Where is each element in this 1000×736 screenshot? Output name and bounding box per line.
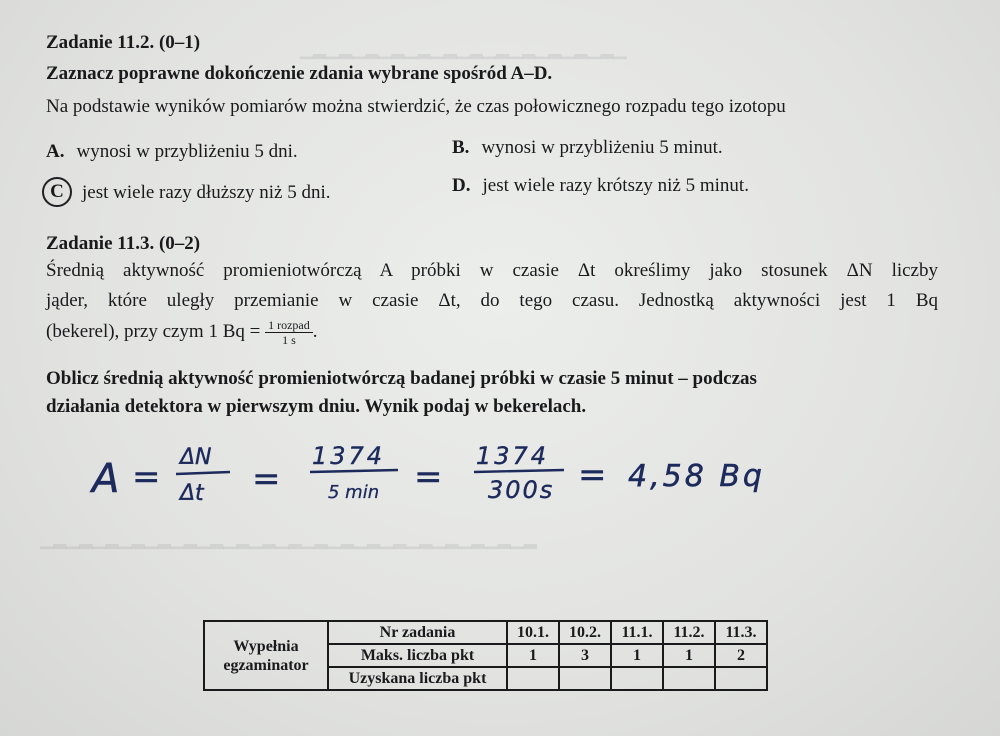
hw-f3-den: 300s [488,476,555,504]
task-11-2-instruction: Zaznacz poprawne dokończenie zdania wybrane spośród A–D. [46,63,553,84]
examiner-label-line-2: egzaminator [223,656,309,674]
task-number-cell: 11.1. [611,621,663,644]
examiner-label-line-1: Wypełnia [233,637,299,655]
row-header-obtained-points: Uzyskana liczba pkt [328,667,507,690]
option-a-letter: A. [46,141,65,162]
task-11-3-line-1: Średnią aktywność promieniotwórczą A próbki w czasie Δt określimy jako stosunek ΔN liczby [46,260,938,281]
task-11-3-title: Zadanie 11.3. (0–2) [46,233,201,254]
option-c-text: jest wiele razy dłuższy niż 5 dni. [82,182,331,203]
line-3-suffix: . [312,320,318,342]
hw-eq-4: = [578,455,607,495]
obtained-points-cell[interactable] [559,667,611,690]
hw-f2-den: 5 min [328,482,380,503]
hw-eq-2: = [252,459,281,499]
hw-f2-num: 1374 [312,442,386,470]
unit-fraction-denominator: 1 s [282,333,296,347]
hw-eq-3: = [414,457,443,497]
option-d-letter: D. [452,175,471,196]
hw-eq-1: = [132,457,161,497]
option-b-letter: B. [452,137,470,158]
row-header-task-number: Nr zadania [328,621,507,644]
obtained-points-cell[interactable] [611,667,663,690]
option-b-text: wynosi w przybliżeniu 5 minut. [481,137,723,158]
option-b[interactable] [452,137,723,159]
row-header-max-points: Maks. liczba pkt [328,644,507,667]
task-11-2-stem: Na podstawie wyników pomiarów można stwierdzić, że czas połowicznego rozpadu tego izotopu [46,96,786,117]
task-11-2-title: Zadanie 11.2. (0–1) [46,32,201,53]
bleed-through-band: ▁▂▁▂▁▂▁▂▁▂▁▂▁▂▁▂▁▂▁▂▁▂▁▂▁▂▁▂▁▂▁▂▁▂▁▂▁▂ [40,530,537,549]
line-3-prefix: (bekerel), przy czym 1 Bq = [46,320,261,342]
unit-fraction [265,318,313,347]
option-d-text: jest wiele razy krótszy niż 5 minut. [482,175,749,196]
option-a[interactable] [46,141,298,163]
unit-fraction-numerator: 1 rozpad [265,318,313,333]
max-points-cell: 1 [611,644,663,667]
obtained-points-cell[interactable] [663,667,715,690]
max-points-cell: 2 [715,644,767,667]
task-number-cell: 10.1. [507,621,559,644]
hw-result: 4,58 Bq [628,459,765,494]
option-c-circled-letter: C [42,177,72,207]
task-11-3-instruction-1: Oblicz średnią aktywność promieniotwórczą badanej próbki w czasie 5 minut – podczas [46,368,757,389]
hw-f1-num: ΔN [180,445,212,470]
hw-lhs: A [92,456,120,502]
task-number-cell: 10.2. [559,621,611,644]
hw-f1-den: Δt [180,481,204,506]
obtained-points-cell[interactable] [715,667,767,690]
bleed-through-texture: ▁▂▁▂▁▂▁▂▁▂▁▂▁▂▁▂▁▂▁▂▁▂▁▂▁ [300,40,627,59]
option-a-text: wynosi w przybliżeniu 5 dni. [76,141,298,162]
task-11-3-line-2: jąder, które uległy przemianie w czasie Δt, do tego czasu. Jednostką aktywności jest 1 Bq [46,290,938,311]
max-points-cell: 1 [507,644,559,667]
handwritten-answer [80,430,800,520]
examiner-score-table [203,620,768,691]
task-number-cell: 11.2. [663,621,715,644]
option-c[interactable] [46,178,331,208]
hw-f3-num: 1374 [476,442,550,470]
max-points-cell: 1 [663,644,715,667]
obtained-points-cell[interactable] [507,667,559,690]
hw-f3-bar [474,470,564,472]
task-11-3-line-3 [46,318,318,347]
hw-f2-bar [310,470,398,472]
task-11-3-instruction-2: działania detektora w pierwszym dniu. Wynik podaj w bekerelach. [46,396,587,417]
max-points-cell: 3 [559,644,611,667]
hw-f1-bar [176,472,230,474]
option-d[interactable] [452,175,749,197]
task-number-cell: 11.3. [715,621,767,644]
examiner-label [204,621,328,690]
